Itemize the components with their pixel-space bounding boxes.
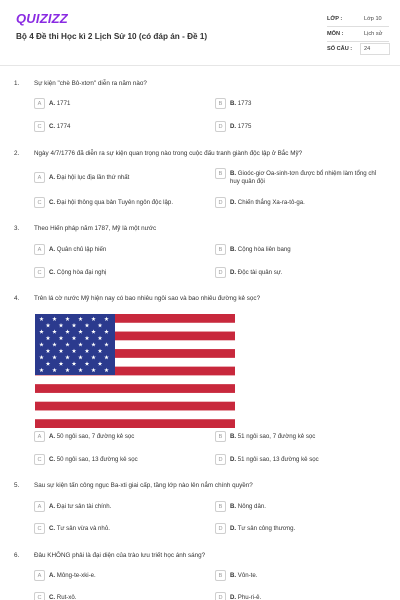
option-letter-box: B [215, 570, 226, 581]
question-number: 1. [14, 80, 20, 87]
option-text: D. Tư sản công thương. [230, 524, 296, 532]
question-number: 4. [14, 295, 20, 302]
question-text: Trên lá cờ nước Mỹ hiện nay có bao nhiêu ngôi sao và bao nhiêu đường kẻ sọc? [34, 295, 261, 302]
option-text: D. Chiến thắng Xa-ra-tô-ga. [230, 198, 305, 206]
question-text: Sau sự kiện tấn công ngục Ba-xti giai cấp, tầng lớp nào lên nắm chính quyền? [34, 482, 253, 489]
option-c[interactable] [34, 592, 76, 600]
question-text: Sự kiện "chè Bô-xtơn" diễn ra năm nào? [34, 80, 147, 87]
option-text: A. Mông-te-xki-e. [49, 571, 96, 579]
option-letter-box: D [215, 454, 226, 465]
option-letter-box: A [34, 244, 45, 255]
option-c[interactable] [34, 454, 138, 465]
option-a[interactable] [34, 244, 106, 255]
option-letter-box: B [215, 244, 226, 255]
class-label: LỚP : [327, 16, 343, 22]
option-c[interactable] [34, 523, 110, 534]
option-letter-box: C [34, 454, 45, 465]
option-text: B. 1773 [230, 99, 252, 107]
option-text: C. 50 ngôi sao, 13 đường kẻ sọc [49, 455, 138, 463]
option-letter-box: D [215, 523, 226, 534]
option-letter-box: D [215, 121, 226, 132]
option-text: B. Vôn-te. [230, 571, 258, 579]
option-letter-box: B [215, 98, 226, 109]
subject-value: Lịch sử [364, 31, 383, 37]
question-text: Đâu KHÔNG phải là đại diện của trào lưu triết học ánh sáng? [34, 552, 206, 559]
option-c[interactable] [34, 121, 70, 132]
option-text: C. Rut-xô. [49, 593, 77, 600]
question-text: Ngày 4/7/1776 đã diễn ra sự kiện quan trọng nào trong cuộc đấu tranh giành độc lập ở Bắc Mỹ? [34, 150, 303, 157]
option-text: B. Gioóc-giơ Oa-sinh-tơn được bổ nhiệm làm tổng chỉ huy quân đội [230, 169, 377, 185]
divider [327, 26, 389, 27]
question-number: 5. [14, 482, 20, 489]
option-letter-box: A [34, 98, 45, 109]
option-text: D. Phu-ri-ê. [230, 593, 262, 600]
option-text: A. Đại hội lục địa lần thứ nhất [49, 173, 130, 181]
option-text: D. Độc tài quân sự. [230, 268, 283, 276]
option-letter-box: C [34, 197, 45, 208]
option-letter-box: A [34, 570, 45, 581]
option-text: C. Đại hội thông qua bản Tuyên ngôn độc lập. [49, 198, 174, 206]
option-c[interactable] [34, 197, 173, 208]
option-letter-box: D [215, 592, 226, 600]
option-b[interactable] [215, 431, 315, 442]
option-a[interactable] [34, 501, 111, 512]
option-letter-box: A [34, 501, 45, 512]
option-text: A. Đại tư sản tài chính. [49, 502, 112, 510]
subject-label: MÔN : [327, 31, 344, 37]
option-d[interactable] [215, 267, 283, 278]
option-letter-box: C [34, 267, 45, 278]
quizizz-logo: QUIZIZZ [16, 11, 68, 26]
option-a[interactable] [34, 98, 70, 109]
option-text: C. 1774 [49, 122, 71, 130]
worksheet-header [0, 0, 400, 66]
option-b[interactable] [215, 244, 291, 255]
option-b[interactable] [215, 98, 251, 109]
flag-stripe-red [35, 402, 235, 411]
option-a[interactable] [34, 431, 134, 442]
option-letter-box: D [215, 267, 226, 278]
question-number: 2. [14, 150, 20, 157]
option-letter-box: B [215, 431, 226, 442]
option-c[interactable] [34, 267, 106, 278]
page-title: Bộ 4 Đề thi Học kì 2 Lịch Sử 10 (có đáp án - Đề 1) [16, 32, 208, 41]
question-count-label: SỐ CÂU : [327, 46, 353, 52]
option-text: A. 1771 [49, 99, 71, 107]
option-text: B. Nông dân. [230, 502, 266, 510]
option-letter-box: D [215, 197, 226, 208]
question-count-value: 24 [364, 46, 371, 52]
option-text: A. 50 ngôi sao, 7 đường kẻ sọc [49, 432, 135, 440]
option-d[interactable] [215, 121, 251, 132]
flag-canton [35, 314, 115, 375]
us-flag-image [35, 314, 235, 428]
option-b[interactable] [215, 570, 257, 581]
option-letter-box: A [34, 431, 45, 442]
option-b[interactable] [215, 168, 387, 186]
option-d[interactable] [215, 197, 305, 208]
option-letter-box: B [215, 501, 226, 512]
option-text: C. Cộng hòa đại nghị [49, 268, 107, 276]
option-text: D. 1775 [230, 122, 252, 130]
option-text: A. Quân chủ lập hiến [49, 245, 107, 253]
option-letter-box: A [34, 172, 45, 183]
option-d[interactable] [215, 454, 319, 465]
question-number: 3. [14, 225, 20, 232]
divider [327, 41, 389, 42]
option-letter-box: B [215, 168, 226, 179]
flag-stripe-red [35, 419, 235, 428]
question-number: 6. [14, 552, 20, 559]
option-letter-box: C [34, 592, 45, 600]
flag-stripe-red [35, 384, 235, 393]
option-text: B. Cộng hòa liên bang [230, 245, 291, 253]
option-text: C. Tư sản vừa và nhỏ. [49, 524, 110, 532]
option-letter-box: C [34, 523, 45, 534]
option-d[interactable] [215, 592, 261, 600]
question-text: Theo Hiến pháp năm 1787, Mỹ là một nước [34, 225, 157, 232]
option-letter-box: C [34, 121, 45, 132]
option-d[interactable] [215, 523, 295, 534]
option-a[interactable] [34, 172, 129, 183]
option-a[interactable] [34, 570, 96, 581]
option-text: D. 51 ngôi sao, 13 đường kẻ sọc [230, 455, 319, 463]
option-text: B. 51 ngôi sao, 7 đường kẻ sọc [230, 432, 316, 440]
class-value: Lớp 10 [364, 16, 382, 22]
option-b[interactable] [215, 501, 266, 512]
